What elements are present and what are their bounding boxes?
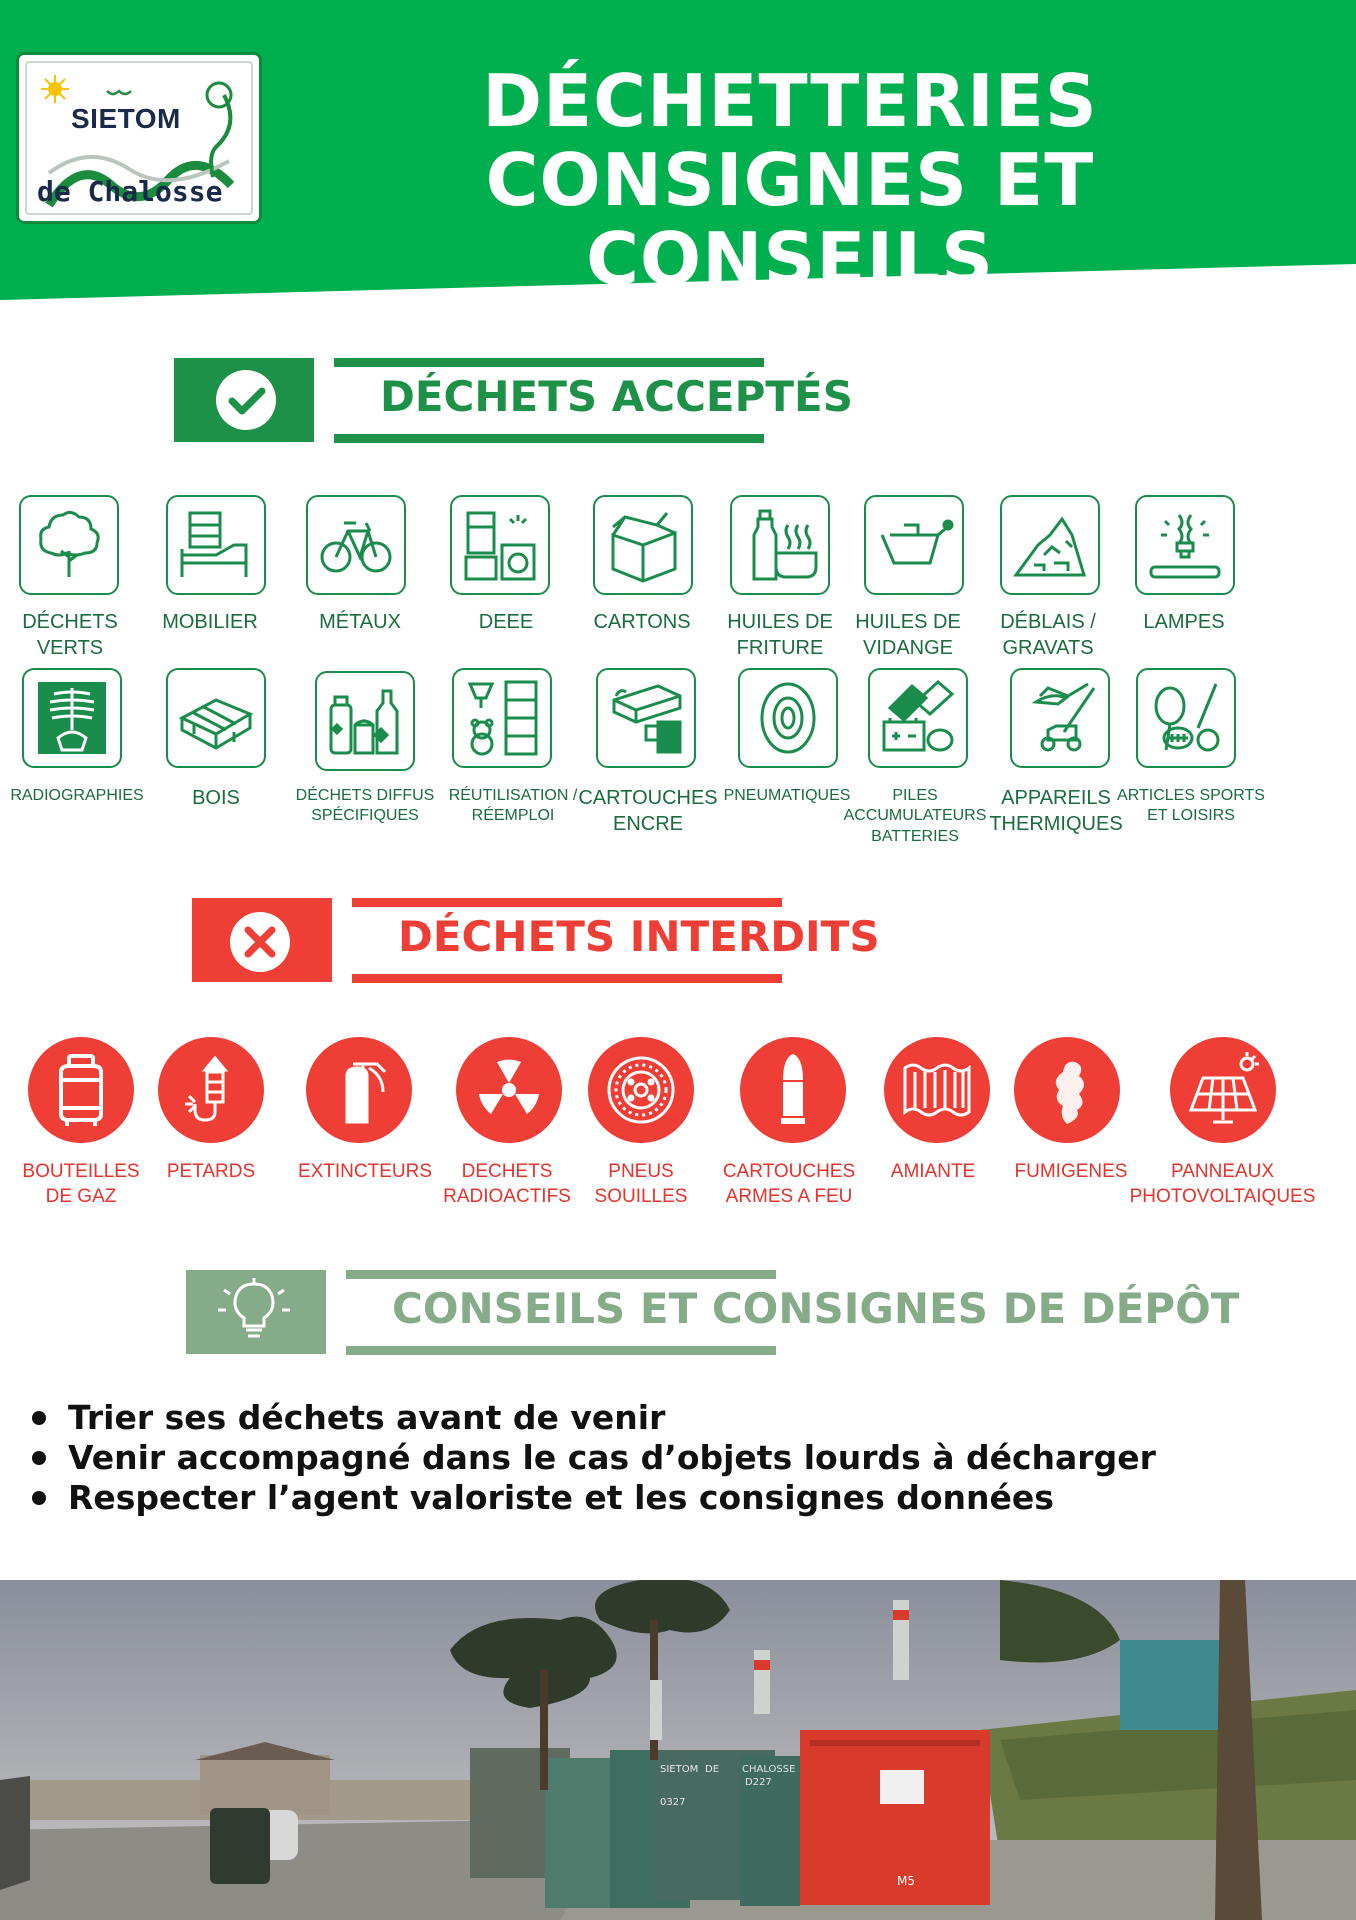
label-dechets-diffus: DÉCHETS DIFFUS SPÉCIFIQUES (295, 787, 435, 825)
label-deee: DEEE (478, 611, 534, 633)
label-piles: PILES ACCUMULATEURS BATTERIES (843, 787, 987, 845)
list-item: Respecter l’agent valoriste et les consignes données (30, 1478, 1330, 1518)
label-extincteurs: EXTINCTEURS (297, 1161, 433, 1182)
smoke-icon (1014, 1037, 1120, 1143)
accepted-section-header (174, 358, 854, 448)
radioactive-icon (456, 1037, 562, 1143)
lightbulb-icon (186, 1270, 326, 1354)
cardboard-box-icon (593, 495, 693, 595)
label-deblais-gravats: DÉBLAIS / GRAVATS (1000, 611, 1096, 659)
label-articles-sports: ARTICLES SPORTS ET LOISIRS (1117, 787, 1265, 825)
tree-icon (19, 495, 119, 595)
label-fumigenes: FUMIGENES (1014, 1161, 1128, 1182)
accepted-title: DÉCHETS ACCEPTÉS (380, 372, 853, 421)
label-radioactifs: DECHETS RADIOACTIFS (443, 1161, 571, 1207)
label-dechets-verts: DÉCHETS VERTS (22, 611, 118, 659)
extinguisher-icon (306, 1037, 412, 1143)
label-metaux: MÉTAUX (319, 611, 401, 633)
lawnmower-icon (1010, 668, 1110, 768)
solar-panel-icon (1170, 1037, 1276, 1143)
label-reutilisation: RÉUTILISATION / RÉEMPLOI (448, 787, 578, 825)
forbidden-section-header (192, 898, 880, 988)
label-huiles-vidange: HUILES DE VIDANGE (855, 611, 961, 659)
asbestos-icon (884, 1037, 990, 1143)
bullet-icon (740, 1037, 846, 1143)
advice-tips-list (30, 1398, 1330, 1518)
photo-text: M5 (897, 1874, 915, 1888)
oil-can-icon (864, 495, 964, 595)
rubble-icon (1000, 495, 1100, 595)
label-amiante: AMIANTE (890, 1161, 976, 1182)
frying-oil-icon (730, 495, 830, 595)
label-huiles-friture: HUILES DE FRITURE (727, 611, 833, 659)
appliances-icon (450, 495, 550, 595)
pallet-icon (166, 668, 266, 768)
xray-icon (22, 668, 122, 768)
list-item: Trier ses déchets avant de venir (30, 1398, 1330, 1438)
furniture-icon (166, 495, 266, 595)
battery-icon (868, 668, 968, 768)
advice-title: CONSEILS ET CONSIGNES DE DÉPÔT (392, 1284, 1240, 1333)
firework-icon (158, 1037, 264, 1143)
label-pneus-souilles: PNEUS SOUILLES (594, 1161, 688, 1207)
label-lampes: LAMPES (1143, 611, 1225, 633)
label-appareils-thermiques: APPAREILS THERMIQUES (989, 787, 1123, 835)
photo-text: DE (705, 1764, 720, 1775)
photo-text: CHALOSSE (742, 1764, 796, 1775)
sietom-logo (16, 52, 262, 224)
list-item: Venir accompagné dans le cas d’objets lourds à décharger (30, 1438, 1330, 1478)
sports-icon (1136, 668, 1236, 768)
chemicals-icon (315, 671, 415, 771)
reuse-icon (452, 668, 552, 768)
label-radiographies: RADIOGRAPHIES (10, 787, 144, 804)
advice-section-header (186, 1270, 1240, 1360)
label-bois: BOIS (192, 787, 240, 809)
logo-sub-text: de Chalosse (37, 175, 223, 208)
logo-brand-text: SIETOM (71, 103, 181, 134)
cross-icon (192, 898, 332, 982)
sun-icon (41, 75, 69, 103)
label-cartons: CARTONS (593, 611, 691, 633)
label-bouteilles-gaz: BOUTEILLES DE GAZ (22, 1161, 140, 1207)
photo-text: D227 (745, 1777, 772, 1788)
recycling-center-photo (0, 1580, 1356, 1920)
tire-icon (738, 668, 838, 768)
ink-cartridge-icon (596, 668, 696, 768)
forbidden-title: DÉCHETS INTERDITS (398, 912, 880, 961)
label-cartouches-armes: CARTOUCHES ARMES A FEU (722, 1161, 856, 1207)
check-icon (174, 358, 314, 442)
photo-text: SIETOM (660, 1764, 699, 1775)
label-cartouches-encre: CARTOUCHES ENCRE (578, 787, 718, 835)
lamp-icon (1135, 495, 1235, 595)
label-pneumatiques: PNEUMATIQUES (723, 787, 851, 804)
bicycle-icon (306, 495, 406, 595)
label-petards: PETARDS (166, 1161, 256, 1182)
gas-bottle-icon (28, 1037, 134, 1143)
dirty-tire-icon (588, 1037, 694, 1143)
photo-text: 0327 (660, 1797, 686, 1808)
label-mobilier: MOBILIER (162, 611, 258, 633)
label-panneaux: PANNEAUX PHOTOVOLTAIQUES (1129, 1161, 1316, 1207)
page-title: DÉCHETTERIES CONSIGNES ET CONSEILS (482, 59, 1098, 302)
